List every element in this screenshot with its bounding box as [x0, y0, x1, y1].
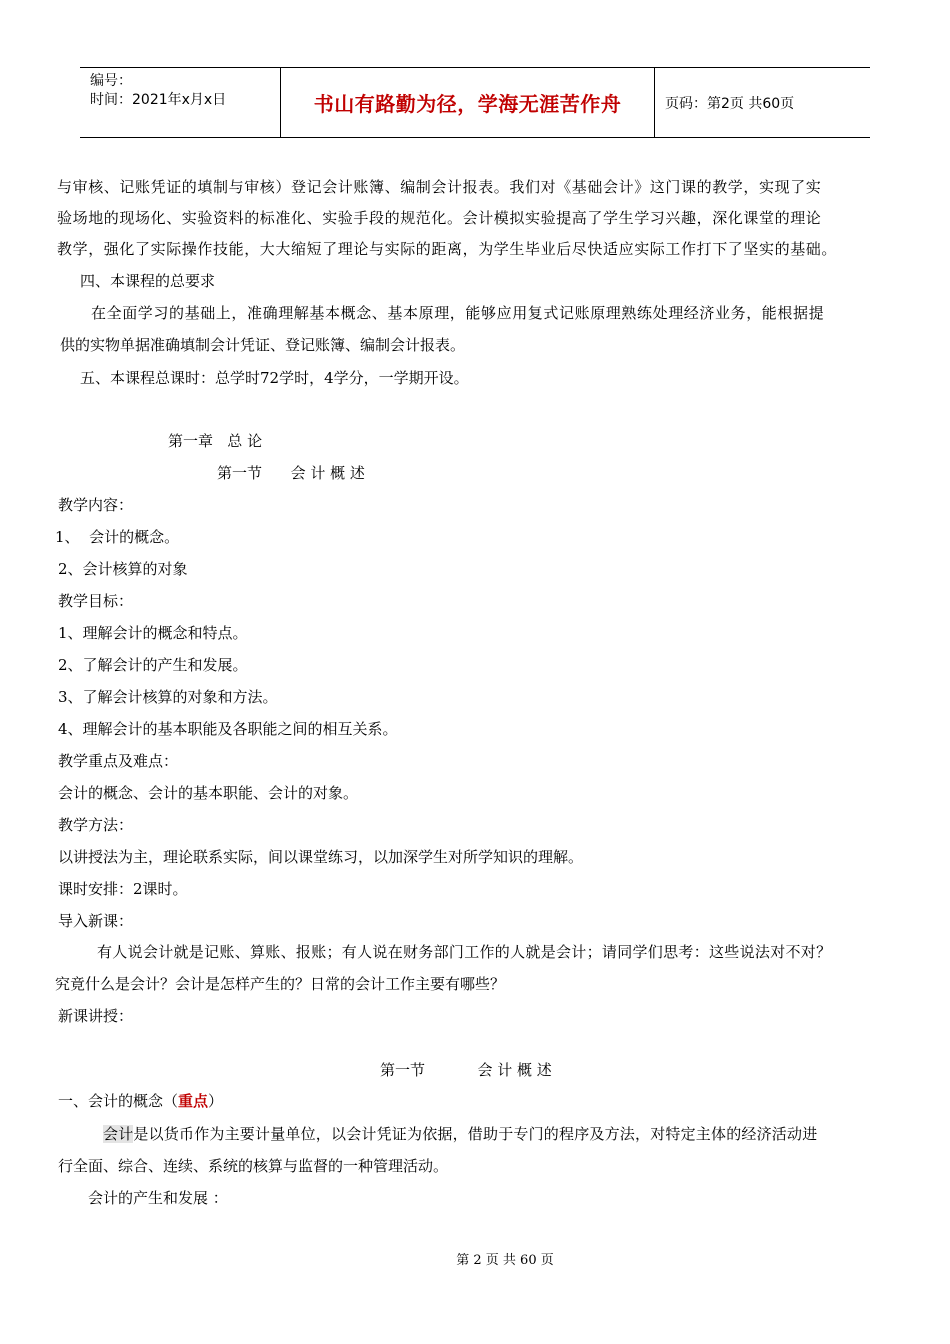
class-hours: 课时安排：2课时。 [58, 880, 188, 898]
definition-line-2: 行全面、综合、连续、系统的核算与监督的一种管理活动。 [58, 1157, 449, 1175]
intro-body-line-2: 究竟什么是会计？会计是怎样产生的？日常的会计工作主要有哪些？ [55, 975, 506, 993]
definition-line-1 [103, 1123, 893, 1144]
teaching-content-item-1: 1、 会计的概念。 [55, 528, 180, 546]
header-page-info: 页码：第2页 共60页 [665, 95, 795, 112]
intro-line-3: 教学，强化了实际操作技能，大大缩短了理论与实际的距离，为学生毕业后尽快适应实际工作打下了坚实的基础。 [57, 240, 838, 258]
intro-body-line-1: 有人说会计就是记账、算账、报账；有人说在财务部门工作的人就是会计；请同学们思考：这些说法对不对？ [97, 943, 832, 961]
key-points: 会计的概念、会计的基本职能、会计的对象。 [58, 784, 359, 802]
header-meta [80, 68, 281, 137]
section4-line-1: 在全面学习的基础上，准确理解基本概念、基本原理，能够应用复式记账原理熟练处理经济业务，能根据提 [91, 304, 825, 322]
chapter-title: 第一章 总 论 [168, 432, 263, 450]
concept-heading-text: 一、会计的概念（ [58, 1092, 179, 1110]
intro-line-1: 与审核、记账凭证的填制与审核）登记会计账簿、编制会计报表。我们对《基础会计》这门课的教学，实现了实 [57, 178, 822, 196]
document-date: 时间：2021年x月x日 [90, 92, 227, 108]
method-label: 教学方法： [58, 816, 134, 834]
definition-text: 是以货币作为主要计量单位，以会计凭证为依据，借助于专门的程序及方法，对特定主体的经济活动进 [133, 1125, 818, 1143]
method-text: 以讲授法为主，理论联系实际，间以课堂练习，以加深学生对所学知识的理解。 [58, 848, 584, 866]
section-title-2: 第一节 会 计 概 述 [380, 1061, 552, 1079]
document-number-label: 编号： [90, 73, 132, 89]
teaching-goal-1: 1、理解会计的概念和特点。 [58, 624, 248, 642]
page-footer: 第 2 页 共 60 页 [456, 1253, 554, 1268]
intro-line-2: 验场地的现场化、实验资料的标准化、实验手段的规范化。会计模拟实验提高了学生学习兴趣，深化课堂的理论 [57, 209, 822, 227]
teaching-content-label: 教学内容： [58, 496, 134, 514]
key-points-label: 教学重点及难点： [58, 752, 179, 770]
header-motto: 书山有路勤为径，学海无涯苦作舟 [313, 92, 622, 116]
new-lesson-label: 新课讲授： [58, 1007, 134, 1025]
teaching-content-item-2: 2、会计核算的对象 [58, 560, 188, 578]
teaching-goal-2: 2、了解会计的产生和发展。 [58, 656, 248, 674]
header-motto-cell [281, 68, 655, 137]
key-point-marker: 重点 [178, 1092, 209, 1110]
concept-heading [58, 1090, 223, 1111]
section4-title: 四、本课程的总要求 [80, 272, 216, 290]
teaching-goal-4: 4、理解会计的基本职能及各职能之间的相互关系。 [58, 720, 398, 738]
origin-heading: 会计的产生和发展 ： [88, 1189, 228, 1207]
concept-heading-close: ） [208, 1092, 224, 1110]
teaching-goals-label: 教学目标： [58, 592, 134, 610]
section4-line-2: 供的实物单据准确填制会计凭证、登记账簿、编制会计报表。 [60, 336, 466, 354]
definition-term: 会计 [103, 1125, 134, 1143]
section5-text: 五、本课程总课时：总学时72学时，4学分，一学期开设。 [80, 369, 469, 387]
section-title: 第一节 会 计 概 述 [217, 464, 365, 482]
header-page-info-cell [655, 68, 870, 137]
intro-label: 导入新课： [58, 912, 134, 930]
teaching-goal-3: 3、了解会计核算的对象和方法。 [58, 688, 278, 706]
page-header [80, 67, 870, 138]
